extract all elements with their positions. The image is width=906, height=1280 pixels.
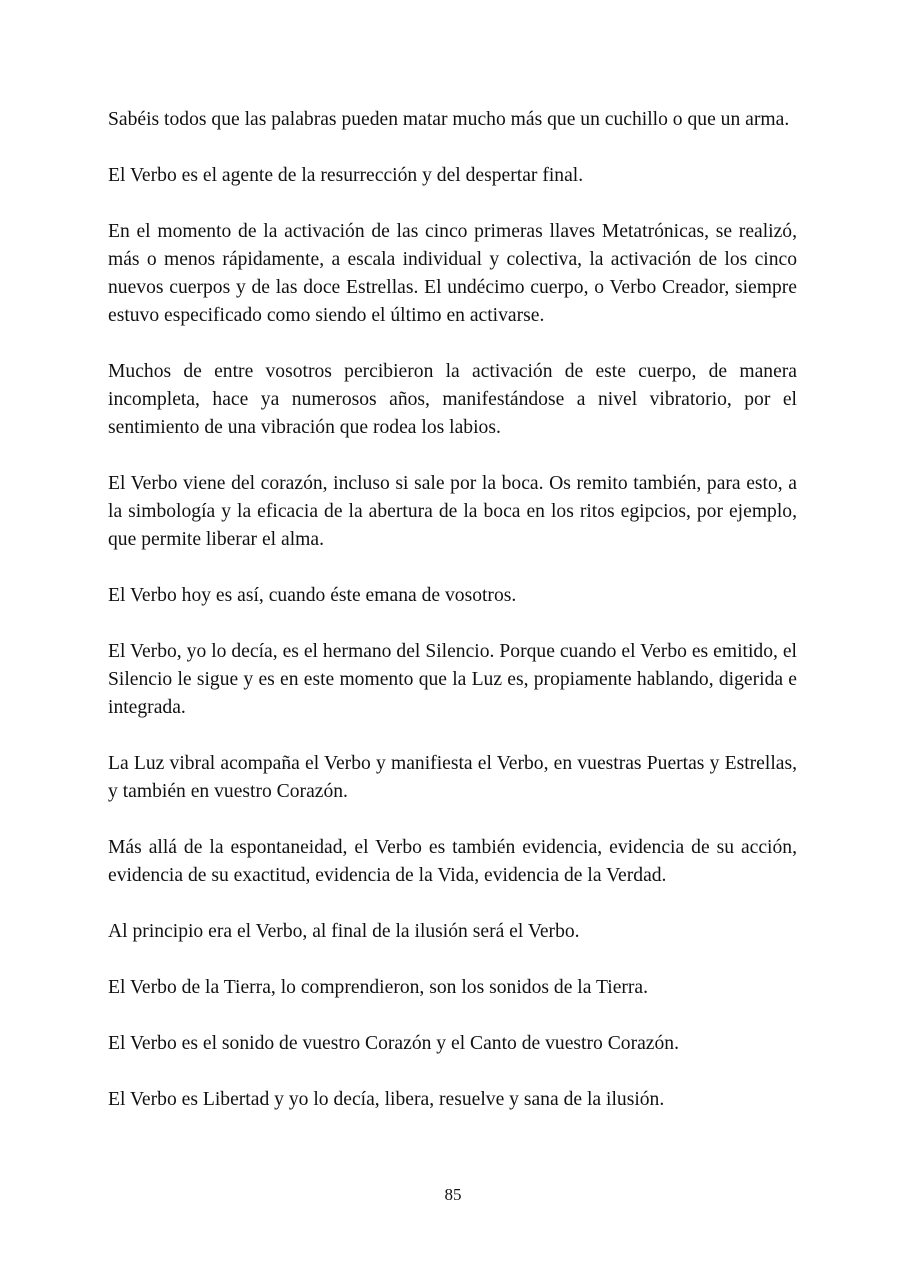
paragraph: El Verbo hoy es así, cuando éste emana de vosotros. [108,585,517,606]
paragraph: En el momento de la activación de las cinco primeras llaves Metatrónicas, se realizó, más o menos rápidamente, a escala individual y colectiva, la activación de los cinco nuevos cuerpos y de las doce Estrellas. El undécimo cuerpo, o Verbo Creador, siempre estuvo especificado como siendo el último en activarse. [108,221,797,326]
paragraph: Más allá de la espontaneidad, el Verbo es también evidencia, evidencia de su acción, evidencia de su exactitud, evidencia de la Vida, evidencia de la Verdad. [108,837,797,886]
paragraph: El Verbo es el agente de la resurrección y del despertar final. [108,165,584,186]
page-number: 85 [444,1185,462,1204]
paragraph: El Verbo de la Tierra, lo comprendieron, son los sonidos de la Tierra. [108,977,649,998]
paragraph: Al principio era el Verbo, al final de la ilusión será el Verbo. [108,921,580,942]
paragraph: El Verbo, yo lo decía, es el hermano del Silencio. Porque cuando el Verbo es emitido, el Silencio le sigue y es en este momento que la Luz es, propiamente hablando, digerida e integrada. [108,641,797,718]
document-body [108,106,797,1142]
paragraph: El Verbo es Libertad y yo lo decía, libera, resuelve y sana de la ilusión. [108,1089,665,1110]
paragraph: El Verbo es el sonido de vuestro Corazón y el Canto de vuestro Corazón. [108,1033,679,1054]
paragraph: Sabéis todos que las palabras pueden matar mucho más que un cuchillo o que un arma. [108,109,790,130]
paragraph: El Verbo viene del corazón, incluso si sale por la boca. Os remito también, para esto, a la simbología y la eficacia de la abertura de la boca en los ritos egipcios, por ejemplo, que permite liberar el alma. [108,473,797,550]
paragraph: Muchos de entre vosotros percibieron la activación de este cuerpo, de manera incompleta, hace ya numerosos años, manifestándose a nivel vibratorio, por el sentimiento de una vibración que rodea los labios. [108,361,797,438]
paragraph: La Luz vibral acompaña el Verbo y manifiesta el Verbo, en vuestras Puertas y Estrellas, y también en vuestro Corazón. [108,753,797,802]
